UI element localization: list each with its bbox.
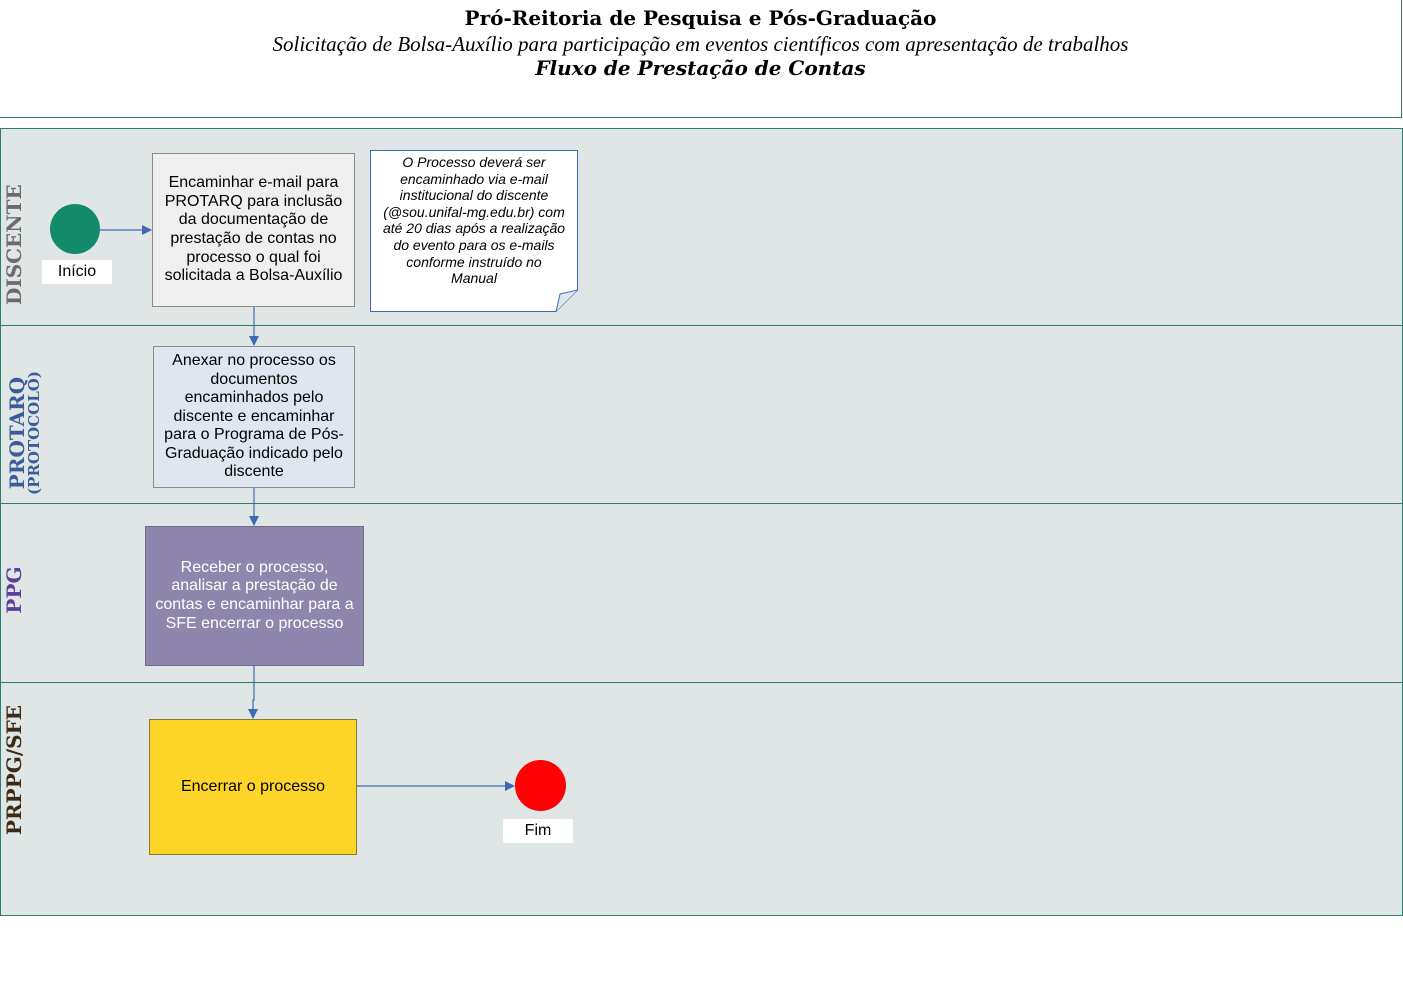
header-subtitle: Solicitação de Bolsa-Auxílio para participação em eventos científicos com apresentação de trabalhos [272,32,1129,56]
arrow-task3-to-task4 [253,666,254,718]
task-close-process-text: Encerrar o processo [180,777,326,795]
lane-label-discente: DISCENTE [2,184,26,305]
end-label: Fim [503,819,573,843]
flow-title: Fluxo de Prestação de Contas [535,56,866,80]
task-analyze-accounts-text: Receber o processo, analisar a prestação de contas e encaminhar para a SFE encerrar o processo [155,558,354,632]
start-label: Início [42,260,112,284]
task-send-email-text: Encaminhar e-mail para PROTARQ para inclusão da documentação de prestação de contas no processo o qual foi solicitada a Bolsa-Auxílio [164,174,343,285]
header-title: Pró-Reitoria de Pesquisa e Pós-Graduação [464,6,937,30]
lane-label-protarq-main: PROTARQ [5,376,29,490]
lane-label-ppg: PPG [2,566,26,614]
note-text: O Processo deverá ser encaminhado via e-mail institucional do discente (@sou.unifal-mg.edu.br) com até 20 dias após a realização do evento para os e-mails conforme instruído no Manual [382,154,566,287]
lane-label-sfe: PRPPG/SFE [2,704,26,835]
task-attach-documents-text: Anexar no processo os documentos encaminhados pelo discente e encaminhar para o Programa de Pós-Graduação indicado pelo discente [164,351,344,481]
lane-label-protarq-sub: (PROTOCOLO) [25,371,43,495]
